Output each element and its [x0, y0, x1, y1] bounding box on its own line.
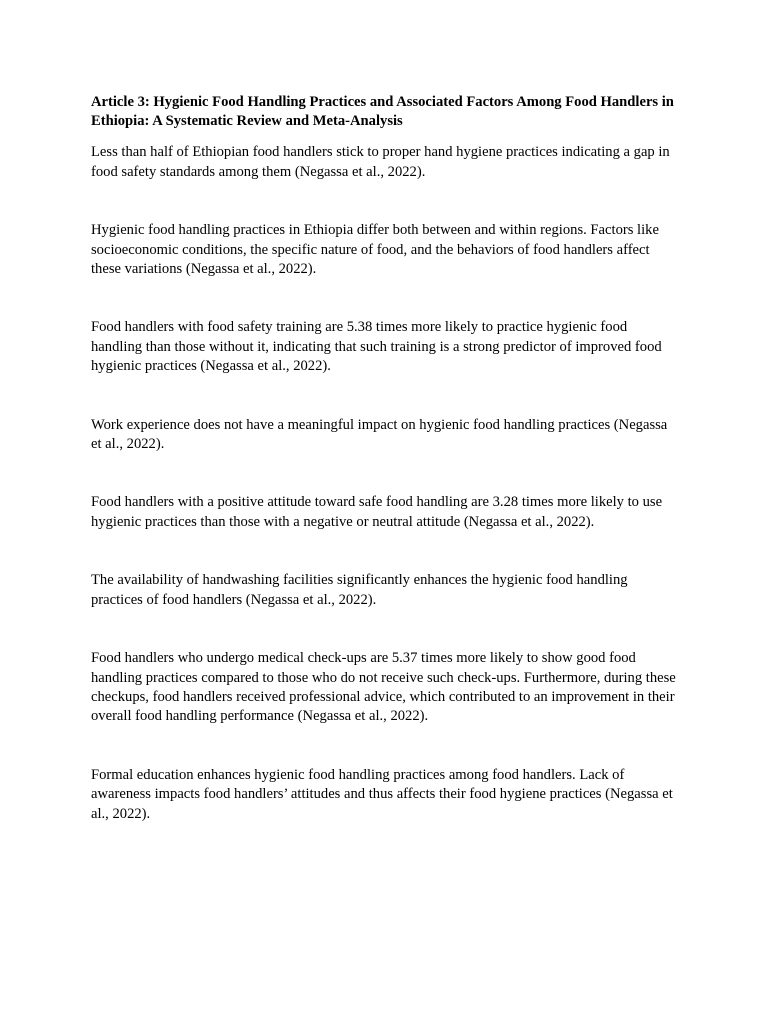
paragraph-hand-hygiene: Less than half of Ethiopian food handlers stick to proper hand hygiene practices indicating a gap in food safety standards among them (Negassa et al., 2022). — [91, 144, 670, 180]
paragraph-medical-checkups: Food handlers who undergo medical check-ups are 5.37 times more likely to show good food handling practices compared to those who do not receive such check-ups. Furthermore, during these checkups, food handlers received professional advice, which contributed to an improvement in their overall food handling performance (Negassa et al., 2022). — [91, 650, 676, 725]
paragraph-formal-education: Formal education enhances hygienic food handling practices among food handlers. Lack of awareness impacts food handlers’ attitudes and thus affects their food hygiene practices (Negassa et al., 2022). — [91, 766, 673, 822]
paragraph-regional-variation: Hygienic food handling practices in Ethiopia differ both between and within regions. Factors like socioeconomic conditions, the specific nature of food, and the behaviors of food handlers affect these variations (Negassa et al., 2022). — [91, 222, 659, 278]
paragraph-work-experience: Work experience does not have a meaningful impact on hygienic food handling practices (Negassa et al., 2022). — [91, 416, 668, 453]
paragraph-food-safety-training: Food handlers with food safety training are 5.38 times more likely to practice hygienic food handling than those without it, indicating that such training is a strong predictor of improved food hygienic practices (Negassa et al., 2022). — [91, 319, 662, 375]
paragraph-handwashing-facilities: The availability of handwashing facilities significantly enhances the hygienic food handling practices of food handlers (Negassa et al., 2022). — [91, 572, 628, 608]
article-title: Article 3: Hygienic Food Handling Practices and Associated Factors Among Food Handlers in Ethiopia: A Systematic Review and Meta-Analysis — [91, 94, 674, 130]
paragraph-positive-attitude: Food handlers with a positive attitude toward safe food handling are 3.28 times more likely to use hygienic practices than those with a negative or neutral attitude (Negassa et al., 2022). — [91, 494, 663, 530]
document-body — [91, 93, 681, 824]
